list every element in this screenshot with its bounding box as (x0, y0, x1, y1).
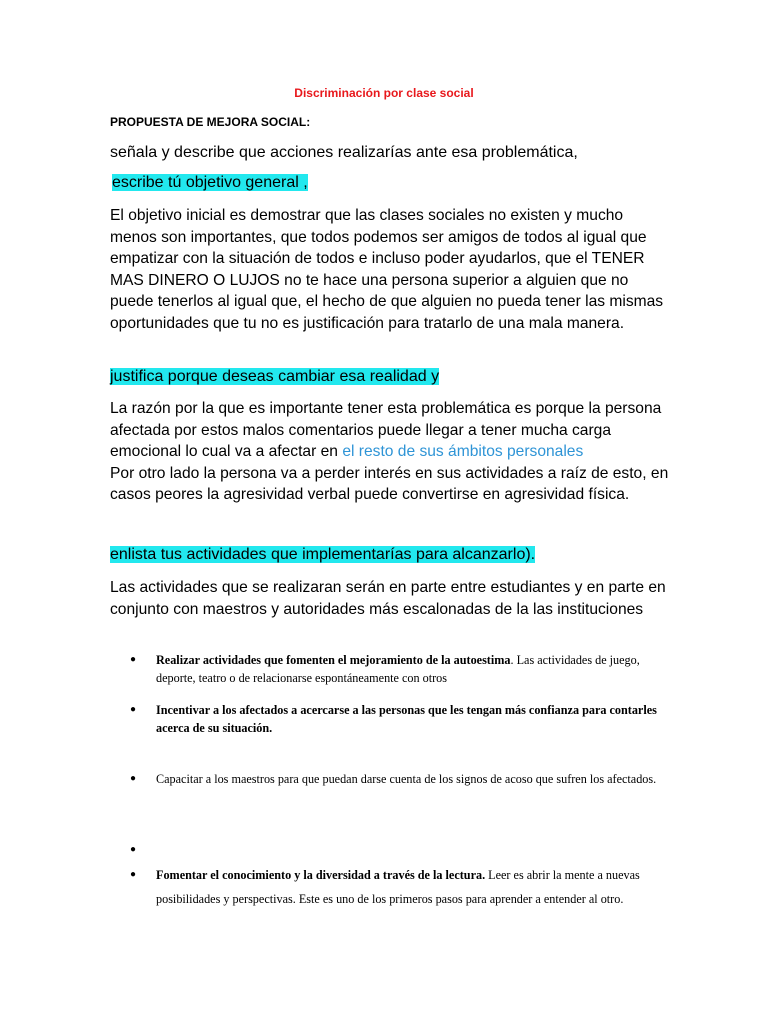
prompt-justify (108, 366, 441, 388)
justification-text-after: Por otro lado la persona va a perder interés en sus actividades a raíz de esto, en casos peores la agresividad verbal puede convertirse en agresividad física. (110, 464, 669, 503)
justification-paragraph (110, 398, 670, 506)
justification-text: La razón por la que es importante tener esta problemática es porque la persona afectada por estos malos comentarios puede llegar a tener mucha carga emocional lo cual va a afectar en (110, 400, 662, 460)
list-item-text: Realizar actividades que fomenten el mejoramiento de la autoestima. Las actividades de juego, deporte, teatro o de relacionarse espontáneamente con otros (156, 653, 640, 685)
list-item-text: Fomentar el conocimiento y la diversidad a través de la lectura. Leer es abrir la mente a nuevas posibilidades y perspectivas. Este es uno de los primeros pasos para aprender a entender al otro. (156, 868, 640, 906)
list-item-text: Capacitar a los maestros para que puedan darse cuenta de los signos de acoso que sufren los afectados. (156, 772, 657, 786)
bullet-dot: ● (130, 704, 137, 715)
document-title: Discriminación por clase social (294, 86, 474, 100)
prompt-activities-text: enlista tus actividades que implementarías para alcanzarlo). (110, 546, 536, 563)
justification-link: el resto de sus ámbitos personales (342, 443, 584, 460)
activities-intro: Las actividades que se realizaran serán en parte entre estudiantes y en parte en conjunto con maestros y autoridades más escalonadas de la las instituciones (110, 579, 666, 618)
prompt-activities (108, 544, 537, 566)
objective-paragraph: El objetivo inicial es demostrar que las clases sociales no existen y mucho menos son importantes, que todos podemos ser amigos de todos al igual que empatizar con la situación de todos e incluso poder ayudarlos, que el TENER MAS DINERO O LUJOS no te hace una persona superior a alguien que no puede tenerlos al igual que, el hecho de que alguien no pueda tener las mismas oportunidades que tu no es justificación para tratarlo de una mala manera. (110, 207, 664, 332)
bullet-dot: ● (130, 654, 137, 665)
prompt-objective-text: escribe tú objetivo general , (112, 174, 308, 191)
prompt-actions-text: señala y describe que acciones realizarías ante esa problemática, (110, 144, 578, 161)
bullet-dot: ● (130, 773, 137, 784)
document-subtitle: PROPUESTA DE MEJORA SOCIAL: (110, 115, 311, 129)
prompt-justify-text: justifica porque deseas cambiar esa realidad y (110, 368, 440, 385)
prompt-objective (110, 172, 310, 194)
list-item-text: Incentivar a los afectados a acercarse a las personas que les tengan más confianza para contarles acerca de su situación. (156, 703, 657, 735)
prompt-actions (108, 142, 580, 164)
bullet-dot: ● (130, 869, 137, 880)
bullet-dot: ● (130, 844, 137, 855)
